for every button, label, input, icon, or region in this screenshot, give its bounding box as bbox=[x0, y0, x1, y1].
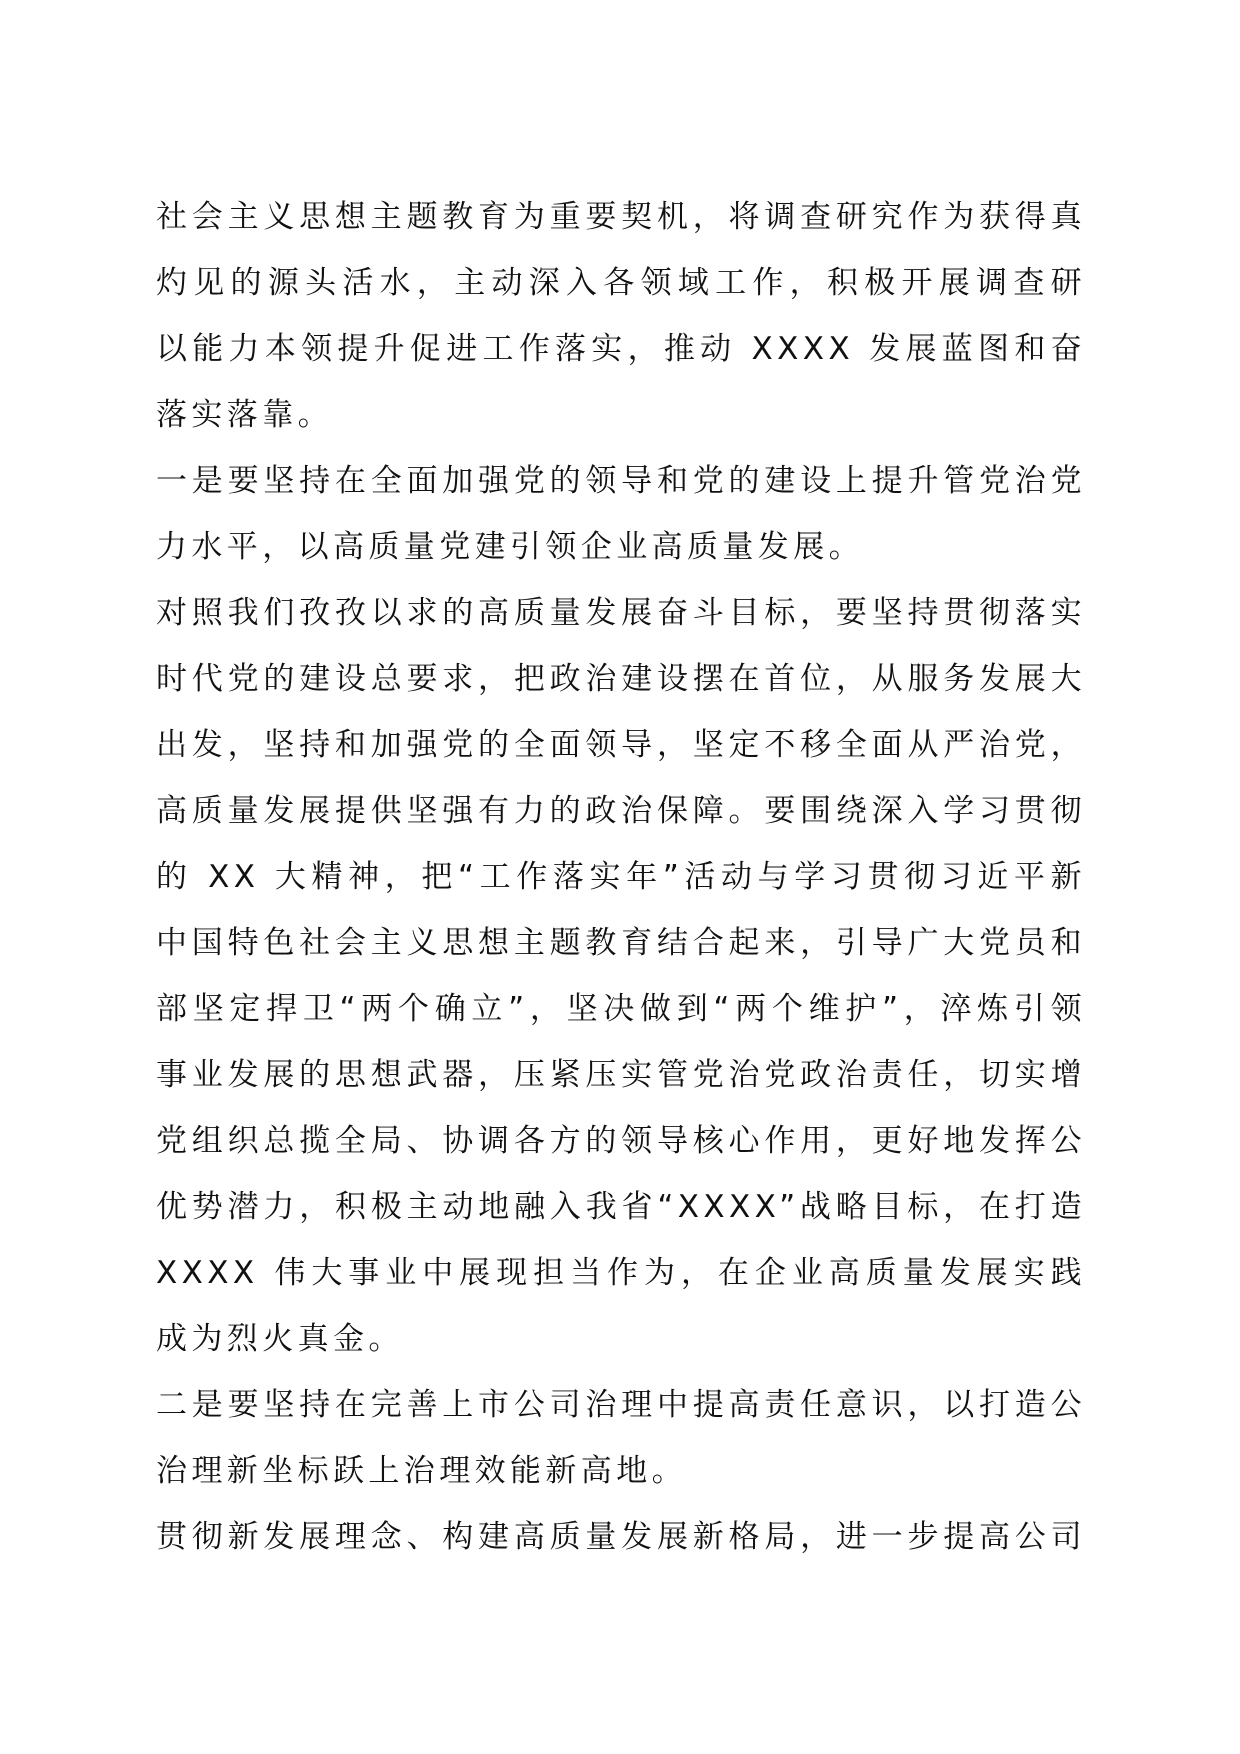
text-line: 高质量发展提供坚强有力的政治保障。要围绕深入学习贯彻 bbox=[156, 793, 1086, 829]
text-line: 时代党的建设总要求，把政治建设摆在首位，从服务发展大 bbox=[156, 661, 1086, 697]
text-line: 灼见的源头活水，主动深入各领域工作，积极开展调查研 bbox=[156, 265, 1086, 301]
text-line: 成为烈火真金。 bbox=[156, 1321, 404, 1357]
text-line: XXXX 伟大事业中展现担当作为，在企业高质量发展实践 bbox=[156, 1255, 1086, 1291]
text-line: 部坚定捍卫“两个确立”，坚决做到“两个维护”，淬炼引领 bbox=[156, 991, 1086, 1027]
text-line: 的 XX 大精神，把“工作落实年”活动与学习贯彻习近平新 bbox=[156, 859, 1086, 895]
section-heading-line: 力水平，以高质量党建引领企业高质量发展。 bbox=[156, 529, 864, 565]
section-heading-line: 治理新坐标跃上治理效能新高地。 bbox=[156, 1453, 687, 1489]
text-line: 贯彻新发展理念、构建高质量发展新格局，进一步提高公司 bbox=[156, 1519, 1086, 1555]
text-line: 以能力本领提升促进工作落实，推动 XXXX 发展蓝图和奋 bbox=[156, 331, 1086, 367]
text-line: 优势潜力，积极主动地融入我省“XXXX”战略目标，在打造 bbox=[156, 1189, 1086, 1225]
text-line: 对照我们孜孜以求的高质量发展奋斗目标，要坚持贯彻落实 bbox=[156, 595, 1086, 631]
text-line: 事业发展的思想武器，压紧压实管党治党政治责任，切实增 bbox=[156, 1057, 1086, 1093]
text-line: 出发，坚持和加强党的全面领导，坚定不移全面从严治党， bbox=[156, 727, 1086, 763]
text-line: 中国特色社会主义思想主题教育结合起来，引导广大党员和 bbox=[156, 925, 1086, 961]
section-heading-line: 二是要坚持在完善上市公司治理中提高责任意识，以打造公 bbox=[156, 1387, 1086, 1423]
text-line: 落实落靠。 bbox=[156, 397, 333, 433]
document-body bbox=[156, 184, 1086, 1570]
text-line: 党组织总揽全局、协调各方的领导核心作用，更好地发挥公 bbox=[156, 1123, 1086, 1159]
section-heading-line: 一是要坚持在全面加强党的领导和党的建设上提升管党治党 bbox=[156, 463, 1086, 499]
text-line: 社会主义思想主题教育为重要契机，将调查研究作为获得真 bbox=[156, 199, 1086, 235]
